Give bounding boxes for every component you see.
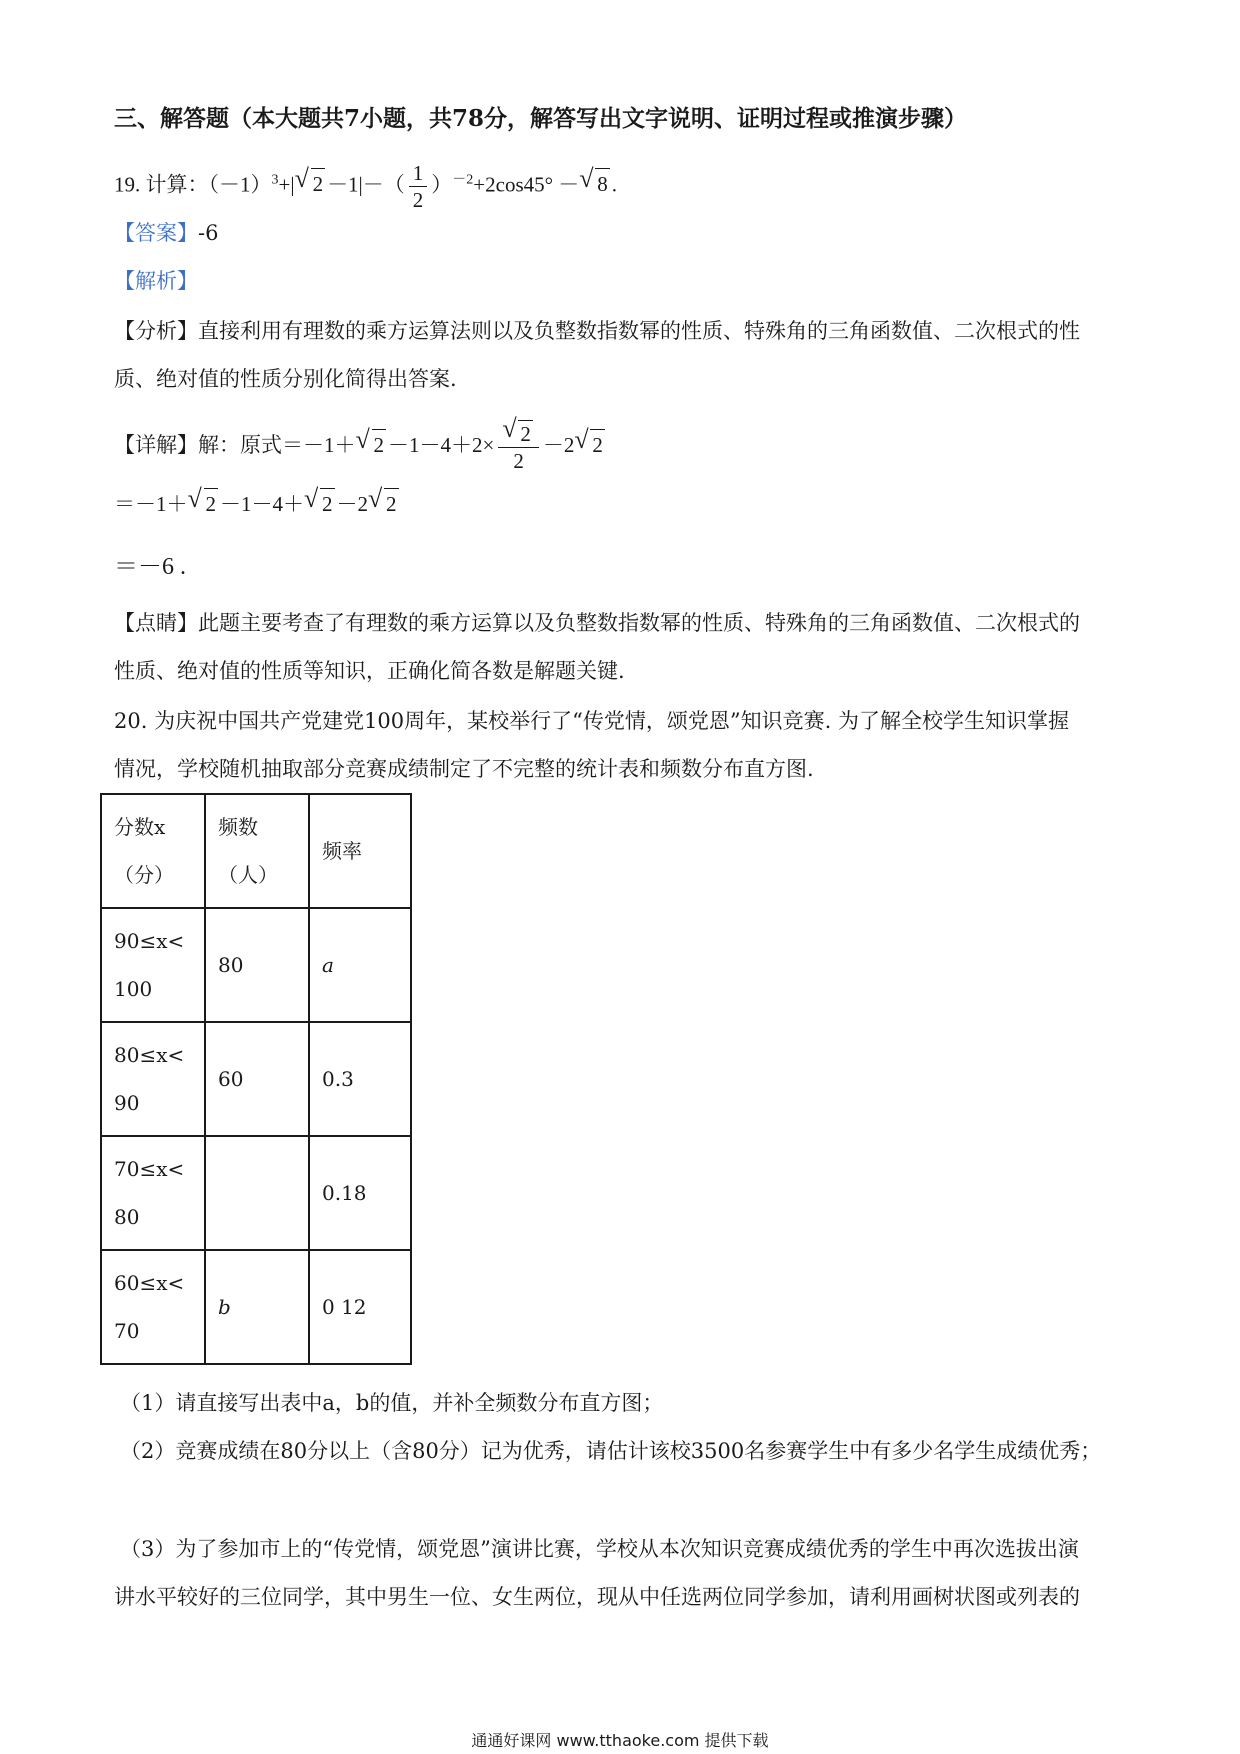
freq-cell: 60 xyxy=(205,1022,309,1136)
sqrt2-radical: √ 2 xyxy=(574,429,605,460)
table-header-row xyxy=(101,794,411,908)
freq-cell: b xyxy=(205,1250,309,1364)
sqrt2-radical: √ 2 xyxy=(295,168,326,199)
header-rate: 频率 xyxy=(309,794,411,908)
xiangjie-line-3: ＝－6 . xyxy=(114,554,186,580)
dianjing-line-2: 性质、绝对值的性质等知识，正确化简各数是解题关键. xyxy=(114,659,625,683)
sub-question-1: （1）请直接写出表中a，b的值，并补全频数分布直方图； xyxy=(120,1391,664,1415)
sub-question-2: （2）竞赛成绩在80分以上（含80分）记为优秀，请估计该校3500名参赛学生中有多少名学生成绩优秀； xyxy=(120,1439,1102,1463)
score-range: 80≤x< 90 xyxy=(101,1022,205,1136)
score-range: 90≤x< 100 xyxy=(101,908,205,1022)
fenxi-line-1: 【分析】直接利用有理数的乘方运算法则以及负整数指数幂的性质、特殊角的三角函数值、二次根式的性 xyxy=(114,319,1080,343)
fenxi-line-2: 质、绝对值的性质分别化简得出答案. xyxy=(114,367,457,391)
sub-question-3-line-2: 讲水平较好的三位同学，其中男生一位、女生两位，现从中任选两位同学参加，请利用画树状图或列表的 xyxy=(114,1585,1080,1609)
score-range: 70≤x< 80 xyxy=(101,1136,205,1250)
analysis-tag: 【解析】 xyxy=(114,269,198,293)
fraction-sqrt2-over-2: √ 2 2 xyxy=(498,420,539,474)
dianjing-line-1: 【点睛】此题主要考查了有理数的乘方运算以及负整数指数幂的性质、特殊角的三角函数值、二次根式的 xyxy=(114,611,1080,635)
statistics-table xyxy=(100,793,412,1365)
question-19: 19. 计算：$(-1)^3+|$ √ 2 －1|－（ $\frac{1}{2}$ ）$^{-2}$+2cos45° － √ 8 . xyxy=(114,161,618,212)
sub-question-3-line-1: （3）为了参加市上的“传党情，颂党恩”演讲比赛，学校从本次知识竞赛成绩优秀的学生中再次选拔出演 xyxy=(120,1537,1079,1561)
table-row xyxy=(101,908,411,1022)
table-row xyxy=(101,1250,411,1364)
table-row xyxy=(101,1136,411,1250)
section-title: 三、解答题（本大题共7小题，共78分，解答写出文字说明、证明过程或推演步骤） xyxy=(114,105,968,132)
sqrt2-radical: √ 2 xyxy=(304,488,335,519)
score-range: 60≤x< 70 xyxy=(101,1250,205,1364)
fraction-half: $\frac{1}{2}$ xyxy=(409,160,428,213)
answer-line: 【答案】-6 xyxy=(114,221,219,245)
xiangjie-line-2: ＝－1＋ √ 2 －1－4＋ √ 2 －2 √ 2 xyxy=(114,488,401,519)
rate-cell: 0.3 xyxy=(309,1022,411,1136)
rate-cell: 0 12 xyxy=(309,1250,411,1364)
rate-cell: 0.18 xyxy=(309,1136,411,1250)
sqrt2-radical: √ 2 xyxy=(368,488,399,519)
freq-cell xyxy=(205,1136,309,1250)
freq-cell: 80 xyxy=(205,908,309,1022)
header-score: 分数x （分） xyxy=(101,794,205,908)
q20-line-2: 情况，学校随机抽取部分竞赛成绩制定了不完整的统计表和频数分布直方图. xyxy=(114,757,814,781)
sqrt2-radical: √ 2 xyxy=(356,429,387,460)
sqrt2-radical: √ 2 xyxy=(188,488,219,519)
table-row xyxy=(101,1022,411,1136)
footer-source: 通通好课网 www.tthaoke.com 提供下载 xyxy=(471,1731,769,1750)
q20-line-1: 20. 为庆祝中国共产党建党100周年，某校举行了“传党情，颂党恩”知识竞赛. 为了解全校学生知识掌握 xyxy=(114,709,1069,733)
sqrt8-radical: √ 8 xyxy=(579,168,610,199)
header-frequency: 频数 （人） xyxy=(205,794,309,908)
xiangjie-line-1: 【详解】解：原式＝－1＋ √ 2 －1－4＋2× √ 2 2 －2 √ 2 xyxy=(114,414,603,473)
rate-cell: a xyxy=(309,908,411,1022)
